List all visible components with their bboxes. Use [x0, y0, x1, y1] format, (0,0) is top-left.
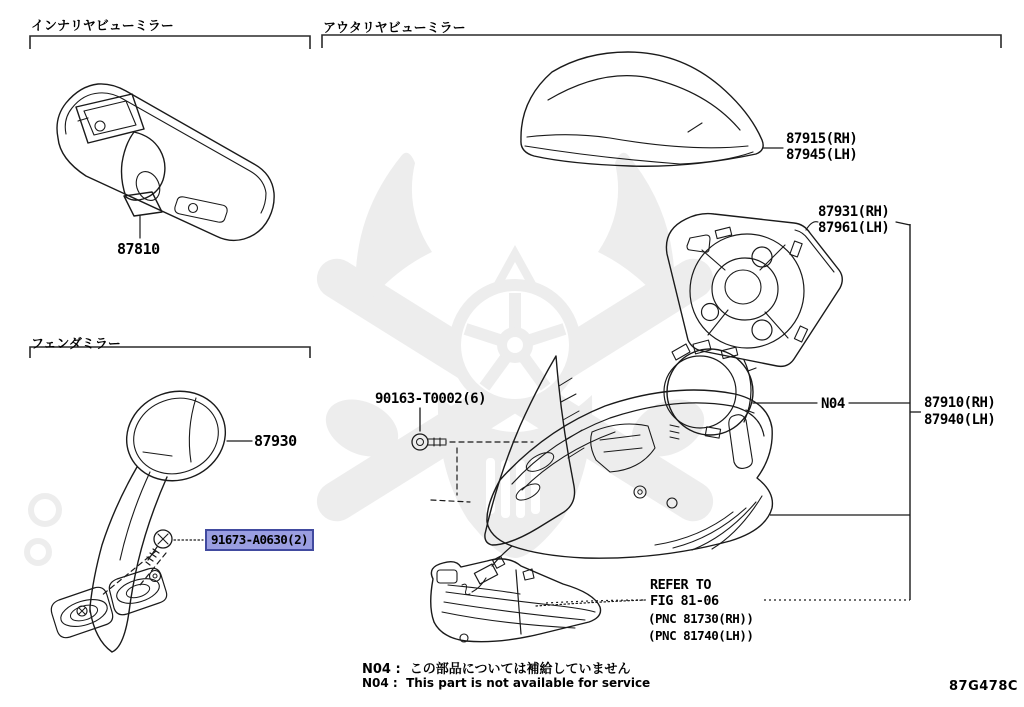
drawing-code: 87G478C: [949, 679, 1018, 694]
section-label-inner-mirror: インナリヤビューミラー: [31, 19, 174, 34]
outer-mirror-cover-drawing: [521, 52, 783, 166]
callout-assy-lh[interactable]: 87940(LH): [924, 412, 996, 428]
inner-rearview-mirror-drawing: [57, 84, 274, 241]
callout-cover-lh[interactable]: 87945(LH): [786, 147, 858, 163]
section-label-fender-mirror: フェンダミラー: [31, 337, 121, 352]
refer-to-line2: FIG 81-06: [650, 593, 719, 609]
footnote-english: N04 : This part is not available for service: [362, 676, 651, 690]
callout-glass-lh[interactable]: 87961(LH): [818, 220, 890, 236]
bracket-inner-mirror: [30, 36, 310, 49]
refer-to-line4: (PNC 81740(LH)): [648, 628, 754, 643]
bracket-outer-mirror: [322, 35, 1001, 48]
callout-actuator-n04: N04: [821, 396, 845, 412]
callout-fender-screw-selected[interactable]: 91673-A0630(2): [205, 529, 314, 551]
refer-to-line1: REFER TO: [650, 577, 712, 593]
callout-assy-rh[interactable]: 87910(RH): [924, 395, 996, 411]
turn-signal-lamp-drawing: [431, 559, 646, 642]
refer-to-line3: (PNC 81730(RH)): [648, 611, 754, 626]
callout-cover-rh[interactable]: 87915(RH): [786, 131, 858, 147]
assy-bracket-line: [546, 224, 921, 603]
footnote-japanese: N04 : この部品については補給していません: [362, 662, 631, 677]
callout-fender-mirror-87930[interactable]: 87930: [254, 432, 297, 450]
callout-glass-rh[interactable]: 87931(RH): [818, 204, 890, 220]
fender-mirror-drawing: [51, 378, 252, 652]
callout-cover-screw-90163[interactable]: 90163-T0002(6): [375, 391, 487, 407]
callout-inner-mirror-87810[interactable]: 87810: [117, 240, 160, 258]
section-label-outer-mirror: アウタリヤビューミラー: [323, 21, 466, 36]
fender-screw-drawing: [101, 530, 203, 596]
watermark: [27, 153, 721, 563]
